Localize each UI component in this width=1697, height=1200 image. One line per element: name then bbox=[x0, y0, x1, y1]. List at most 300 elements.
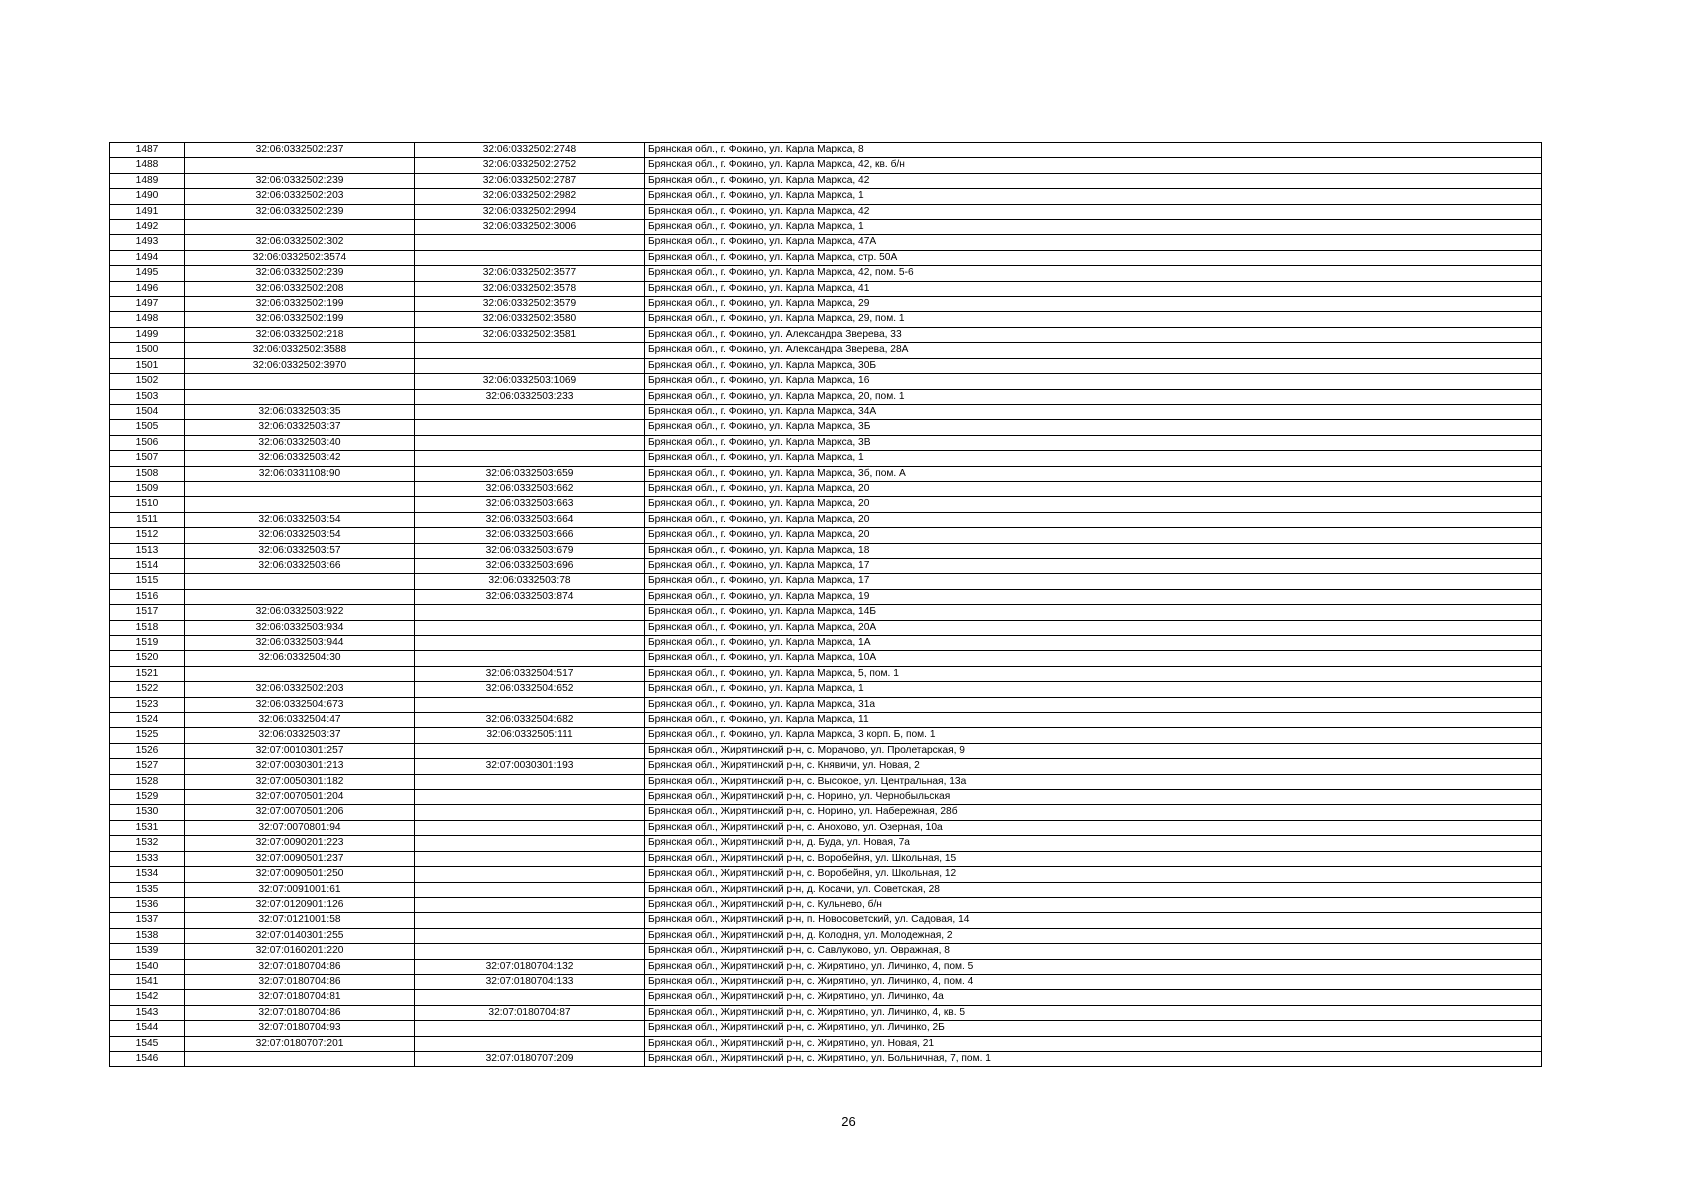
table-row bbox=[110, 851, 1542, 866]
row-number-cell: 1544 bbox=[110, 1021, 185, 1036]
row-number-cell: 1510 bbox=[110, 497, 185, 512]
row-number-cell: 1536 bbox=[110, 897, 185, 912]
cadastral-number-cell: 32:06:0332504:30 bbox=[185, 651, 415, 666]
row-number-cell: 1528 bbox=[110, 774, 185, 789]
cadastral-number-cell bbox=[185, 374, 415, 389]
row-number-cell: 1504 bbox=[110, 404, 185, 419]
table-row bbox=[110, 173, 1542, 188]
address-cell: Брянская обл., г. Фокино, ул. Карла Маркса, 1 bbox=[645, 451, 1542, 466]
address-cell: Брянская обл., г. Фокино, ул. Карла Маркса, 20 bbox=[645, 497, 1542, 512]
row-number-cell: 1534 bbox=[110, 867, 185, 882]
related-cadastral-number-cell: 32:06:0332503:1069 bbox=[415, 374, 645, 389]
row-number-cell: 1500 bbox=[110, 343, 185, 358]
address-cell: Брянская обл., Жирятинский р-н, д. Буда, ул. Новая, 7а bbox=[645, 836, 1542, 851]
cadastral-number-cell: 32:06:0331108:90 bbox=[185, 466, 415, 481]
cadastral-number-cell bbox=[185, 666, 415, 681]
table-row bbox=[110, 512, 1542, 527]
row-number-cell: 1515 bbox=[110, 574, 185, 589]
cadastral-number-cell: 32:06:0332502:239 bbox=[185, 204, 415, 219]
row-number-cell: 1531 bbox=[110, 820, 185, 835]
table-row bbox=[110, 574, 1542, 589]
related-cadastral-number-cell: 32:06:0332502:3578 bbox=[415, 281, 645, 296]
address-cell: Брянская обл., г. Фокино, ул. Карла Маркса, 18 bbox=[645, 543, 1542, 558]
cadastral-number-cell: 32:06:0332502:239 bbox=[185, 173, 415, 188]
cadastral-number-cell: 32:06:0332503:934 bbox=[185, 620, 415, 635]
row-number-cell: 1525 bbox=[110, 728, 185, 743]
row-number-cell: 1526 bbox=[110, 743, 185, 758]
cadastral-number-cell bbox=[185, 220, 415, 235]
cadastral-number-cell bbox=[185, 158, 415, 173]
table-row bbox=[110, 959, 1542, 974]
related-cadastral-number-cell: 32:06:0332504:652 bbox=[415, 682, 645, 697]
cadastral-number-cell bbox=[185, 574, 415, 589]
address-cell: Брянская обл., г. Фокино, ул. Карла Маркса, 42 bbox=[645, 204, 1542, 219]
cadastral-number-cell: 32:07:0160201:220 bbox=[185, 944, 415, 959]
related-cadastral-number-cell: 32:06:0332503:659 bbox=[415, 466, 645, 481]
cadastral-number-cell: 32:07:0120901:126 bbox=[185, 897, 415, 912]
row-number-cell: 1542 bbox=[110, 990, 185, 1005]
address-cell: Брянская обл., г. Фокино, ул. Карла Маркса, 10А bbox=[645, 651, 1542, 666]
cadastral-number-cell bbox=[185, 589, 415, 604]
address-cell: Брянская обл., г. Фокино, ул. Карла Маркса, 1 bbox=[645, 220, 1542, 235]
address-cell: Брянская обл., г. Фокино, ул. Карла Маркса, 1 bbox=[645, 189, 1542, 204]
table-row bbox=[110, 389, 1542, 404]
cadastral-number-cell: 32:06:0332502:208 bbox=[185, 281, 415, 296]
table-row bbox=[110, 281, 1542, 296]
address-cell: Брянская обл., г. Фокино, ул. Карла Маркса, 1А bbox=[645, 636, 1542, 651]
related-cadastral-number-cell bbox=[415, 435, 645, 450]
related-cadastral-number-cell: 32:06:0332503:233 bbox=[415, 389, 645, 404]
cadastral-number-cell: 32:06:0332502:199 bbox=[185, 297, 415, 312]
row-number-cell: 1487 bbox=[110, 143, 185, 158]
row-number-cell: 1537 bbox=[110, 913, 185, 928]
row-number-cell: 1512 bbox=[110, 528, 185, 543]
table-row bbox=[110, 974, 1542, 989]
address-cell: Брянская обл., Жирятинский р-н, с. Жирятино, ул. Личинко, 4а bbox=[645, 990, 1542, 1005]
address-cell: Брянская обл., г. Фокино, ул. Карла Маркса, 14Б bbox=[645, 605, 1542, 620]
table-row bbox=[110, 558, 1542, 573]
related-cadastral-number-cell bbox=[415, 636, 645, 651]
row-number-cell: 1494 bbox=[110, 250, 185, 265]
cadastral-number-cell bbox=[185, 497, 415, 512]
address-cell: Брянская обл., Жирятинский р-н, с. Жирятино, ул. Личинко, 4, пом. 5 bbox=[645, 959, 1542, 974]
table-row bbox=[110, 528, 1542, 543]
table-row bbox=[110, 374, 1542, 389]
cadastral-number-cell: 32:06:0332502:302 bbox=[185, 235, 415, 250]
row-number-cell: 1516 bbox=[110, 589, 185, 604]
cadastral-number-cell: 32:07:0050301:182 bbox=[185, 774, 415, 789]
table-row bbox=[110, 882, 1542, 897]
table-row bbox=[110, 1021, 1542, 1036]
address-cell: Брянская обл., г. Фокино, ул. Карла Маркса, 29, пом. 1 bbox=[645, 312, 1542, 327]
row-number-cell: 1496 bbox=[110, 281, 185, 296]
table-row bbox=[110, 605, 1542, 620]
table-row bbox=[110, 790, 1542, 805]
related-cadastral-number-cell: 32:07:0030301:193 bbox=[415, 759, 645, 774]
cadastral-number-cell: 32:06:0332503:54 bbox=[185, 528, 415, 543]
related-cadastral-number-cell: 32:06:0332502:2994 bbox=[415, 204, 645, 219]
address-cell: Брянская обл., Жирятинский р-н, с. Княвичи, ул. Новая, 2 bbox=[645, 759, 1542, 774]
table-row bbox=[110, 266, 1542, 281]
table-row bbox=[110, 636, 1542, 651]
row-number-cell: 1508 bbox=[110, 466, 185, 481]
table-row bbox=[110, 928, 1542, 943]
page-number: 26 bbox=[841, 1114, 856, 1129]
address-cell: Брянская обл., г. Фокино, ул. Александра Зверева, 28А bbox=[645, 343, 1542, 358]
cadastral-number-cell: 32:06:0332504:673 bbox=[185, 697, 415, 712]
row-number-cell: 1533 bbox=[110, 851, 185, 866]
row-number-cell: 1511 bbox=[110, 512, 185, 527]
related-cadastral-number-cell bbox=[415, 836, 645, 851]
related-cadastral-number-cell: 32:06:0332503:696 bbox=[415, 558, 645, 573]
related-cadastral-number-cell bbox=[415, 358, 645, 373]
address-cell: Брянская обл., Жирятинский р-н, с. Кульнево, б/н bbox=[645, 897, 1542, 912]
table-row bbox=[110, 666, 1542, 681]
related-cadastral-number-cell bbox=[415, 697, 645, 712]
row-number-cell: 1519 bbox=[110, 636, 185, 651]
table-row bbox=[110, 589, 1542, 604]
cadastral-number-cell: 32:06:0332503:57 bbox=[185, 543, 415, 558]
related-cadastral-number-cell: 32:06:0332504:682 bbox=[415, 713, 645, 728]
address-cell: Брянская обл., г. Фокино, ул. Карла Маркса, 11 bbox=[645, 713, 1542, 728]
cadastral-number-cell: 32:07:0180704:86 bbox=[185, 1005, 415, 1020]
address-cell: Брянская обл., г. Фокино, ул. Карла Маркса, 1 bbox=[645, 682, 1542, 697]
row-number-cell: 1545 bbox=[110, 1036, 185, 1051]
address-cell: Брянская обл., г. Фокино, ул. Карла Маркса, 42 bbox=[645, 173, 1542, 188]
table-row bbox=[110, 158, 1542, 173]
cadastral-number-cell: 32:06:0332503:944 bbox=[185, 636, 415, 651]
row-number-cell: 1509 bbox=[110, 481, 185, 496]
address-cell: Брянская обл., г. Фокино, ул. Карла Маркса, 20 bbox=[645, 528, 1542, 543]
cadastral-number-cell: 32:06:0332504:47 bbox=[185, 713, 415, 728]
cadastral-number-cell: 32:06:0332502:203 bbox=[185, 189, 415, 204]
address-cell: Брянская обл., г. Фокино, ул. Карла Маркса, 5, пом. 1 bbox=[645, 666, 1542, 681]
table-row bbox=[110, 297, 1542, 312]
row-number-cell: 1538 bbox=[110, 928, 185, 943]
row-number-cell: 1501 bbox=[110, 358, 185, 373]
address-cell: Брянская обл., г. Фокино, ул. Карла Маркса, 3 корп. Б, пом. 1 bbox=[645, 728, 1542, 743]
related-cadastral-number-cell bbox=[415, 913, 645, 928]
row-number-cell: 1497 bbox=[110, 297, 185, 312]
address-cell: Брянская обл., г. Фокино, ул. Карла Маркса, 42, пом. 5-6 bbox=[645, 266, 1542, 281]
row-number-cell: 1513 bbox=[110, 543, 185, 558]
cadastral-number-cell: 32:06:0332503:37 bbox=[185, 420, 415, 435]
table-row bbox=[110, 1051, 1542, 1066]
related-cadastral-number-cell bbox=[415, 250, 645, 265]
cadastral-number-cell bbox=[185, 481, 415, 496]
address-cell: Брянская обл., Жирятинский р-н, д. Косачи, ул. Советская, 28 bbox=[645, 882, 1542, 897]
cadastral-number-cell: 32:07:0070501:204 bbox=[185, 790, 415, 805]
related-cadastral-number-cell: 32:06:0332503:664 bbox=[415, 512, 645, 527]
related-cadastral-number-cell bbox=[415, 867, 645, 882]
address-cell: Брянская обл., г. Фокино, ул. Карла Маркса, 29 bbox=[645, 297, 1542, 312]
related-cadastral-number-cell bbox=[415, 451, 645, 466]
table-row bbox=[110, 466, 1542, 481]
cadastral-number-cell: 32:07:0010301:257 bbox=[185, 743, 415, 758]
address-cell: Брянская обл., Жирятинский р-н, с. Жирятино, ул. Личинко, 4, пом. 4 bbox=[645, 974, 1542, 989]
address-cell: Брянская обл., Жирятинский р-н, с. Высокое, ул. Центральная, 13а bbox=[645, 774, 1542, 789]
row-number-cell: 1506 bbox=[110, 435, 185, 450]
related-cadastral-number-cell bbox=[415, 790, 645, 805]
cadastral-number-cell: 32:06:0332502:203 bbox=[185, 682, 415, 697]
cadastral-number-cell bbox=[185, 1051, 415, 1066]
related-cadastral-number-cell: 32:07:0180704:133 bbox=[415, 974, 645, 989]
table-row bbox=[110, 1005, 1542, 1020]
cadastral-number-cell: 32:06:0332503:35 bbox=[185, 404, 415, 419]
related-cadastral-number-cell bbox=[415, 774, 645, 789]
table-row bbox=[110, 805, 1542, 820]
table-row bbox=[110, 404, 1542, 419]
table-row bbox=[110, 235, 1542, 250]
related-cadastral-number-cell: 32:06:0332503:666 bbox=[415, 528, 645, 543]
cadastral-number-cell: 32:07:0180704:93 bbox=[185, 1021, 415, 1036]
table-row bbox=[110, 990, 1542, 1005]
row-number-cell: 1529 bbox=[110, 790, 185, 805]
address-cell: Брянская обл., Жирятинский р-н, д. Колодня, ул. Молодежная, 2 bbox=[645, 928, 1542, 943]
row-number-cell: 1490 bbox=[110, 189, 185, 204]
table-row bbox=[110, 327, 1542, 342]
row-number-cell: 1492 bbox=[110, 220, 185, 235]
row-number-cell: 1499 bbox=[110, 327, 185, 342]
cadastral-number-cell: 32:07:0180707:201 bbox=[185, 1036, 415, 1051]
address-cell: Брянская обл., г. Фокино, ул. Карла Маркса, 20А bbox=[645, 620, 1542, 635]
cadastral-number-cell: 32:06:0332503:54 bbox=[185, 512, 415, 527]
cadastral-number-cell: 32:06:0332503:922 bbox=[185, 605, 415, 620]
related-cadastral-number-cell bbox=[415, 651, 645, 666]
table-row bbox=[110, 543, 1542, 558]
address-cell: Брянская обл., Жирятинский р-н, с. Морачово, ул. Пролетарская, 9 bbox=[645, 743, 1542, 758]
table-row bbox=[110, 897, 1542, 912]
table-row bbox=[110, 651, 1542, 666]
address-cell: Брянская обл., Жирятинский р-н, с. Жирятино, ул. Больничная, 7, пом. 1 bbox=[645, 1051, 1542, 1066]
related-cadastral-number-cell: 32:06:0332503:662 bbox=[415, 481, 645, 496]
address-cell: Брянская обл., Жирятинский р-н, п. Новосоветский, ул. Садовая, 14 bbox=[645, 913, 1542, 928]
address-cell: Брянская обл., г. Фокино, ул. Карла Маркса, 17 bbox=[645, 574, 1542, 589]
row-number-cell: 1518 bbox=[110, 620, 185, 635]
row-number-cell: 1507 bbox=[110, 451, 185, 466]
table-row bbox=[110, 743, 1542, 758]
table-row bbox=[110, 713, 1542, 728]
related-cadastral-number-cell: 32:06:0332503:663 bbox=[415, 497, 645, 512]
cadastral-number-cell: 32:06:0332502:237 bbox=[185, 143, 415, 158]
cadastral-number-cell: 32:06:0332502:3970 bbox=[185, 358, 415, 373]
address-cell: Брянская обл., г. Фокино, ул. Карла Маркса, 17 bbox=[645, 558, 1542, 573]
cadastral-number-cell: 32:07:0090201:223 bbox=[185, 836, 415, 851]
cadastral-number-cell: 32:06:0332502:3588 bbox=[185, 343, 415, 358]
address-cell: Брянская обл., г. Фокино, ул. Карла Маркса, 8 bbox=[645, 143, 1542, 158]
cadastral-number-cell: 32:07:0090501:250 bbox=[185, 867, 415, 882]
address-cell: Брянская обл., г. Фокино, ул. Карла Маркса, 42, кв. б/н bbox=[645, 158, 1542, 173]
row-number-cell: 1540 bbox=[110, 959, 185, 974]
row-number-cell: 1523 bbox=[110, 697, 185, 712]
cadastral-number-cell: 32:07:0140301:255 bbox=[185, 928, 415, 943]
table-row bbox=[110, 358, 1542, 373]
row-number-cell: 1546 bbox=[110, 1051, 185, 1066]
related-cadastral-number-cell bbox=[415, 928, 645, 943]
row-number-cell: 1502 bbox=[110, 374, 185, 389]
related-cadastral-number-cell bbox=[415, 820, 645, 835]
related-cadastral-number-cell: 32:07:0180704:132 bbox=[415, 959, 645, 974]
address-cell: Брянская обл., Жирятинский р-н, с. Савлуково, ул. Овражная, 8 bbox=[645, 944, 1542, 959]
address-cell: Брянская обл., г. Фокино, ул. Карла Маркса, 19 bbox=[645, 589, 1542, 604]
related-cadastral-number-cell bbox=[415, 620, 645, 635]
cadastral-number-cell: 32:07:0180704:81 bbox=[185, 990, 415, 1005]
related-cadastral-number-cell bbox=[415, 882, 645, 897]
cadastral-number-cell: 32:06:0332503:66 bbox=[185, 558, 415, 573]
related-cadastral-number-cell bbox=[415, 404, 645, 419]
address-cell: Брянская обл., Жирятинский р-н, с. Анохово, ул. Озерная, 10а bbox=[645, 820, 1542, 835]
address-cell: Брянская обл., г. Фокино, ул. Карла Маркса, 20 bbox=[645, 481, 1542, 496]
related-cadastral-number-cell: 32:06:0332502:3577 bbox=[415, 266, 645, 281]
row-number-cell: 1514 bbox=[110, 558, 185, 573]
related-cadastral-number-cell bbox=[415, 805, 645, 820]
address-cell: Брянская обл., Жирятинский р-н, с. Жирятино, ул. Новая, 21 bbox=[645, 1036, 1542, 1051]
row-number-cell: 1530 bbox=[110, 805, 185, 820]
address-cell: Брянская обл., г. Фокино, ул. Карла Маркса, 20 bbox=[645, 512, 1542, 527]
address-cell: Брянская обл., г. Фокино, ул. Карла Маркса, стр. 50А bbox=[645, 250, 1542, 265]
cadastral-number-cell: 32:06:0332502:199 bbox=[185, 312, 415, 327]
table-row bbox=[110, 220, 1542, 235]
cadastral-number-cell: 32:06:0332503:37 bbox=[185, 728, 415, 743]
cadastral-number-cell: 32:07:0030301:213 bbox=[185, 759, 415, 774]
related-cadastral-number-cell bbox=[415, 343, 645, 358]
row-number-cell: 1495 bbox=[110, 266, 185, 281]
table-row bbox=[110, 435, 1542, 450]
row-number-cell: 1539 bbox=[110, 944, 185, 959]
cadastral-number-cell: 32:07:0070501:206 bbox=[185, 805, 415, 820]
table-row bbox=[110, 836, 1542, 851]
related-cadastral-number-cell: 32:06:0332502:3580 bbox=[415, 312, 645, 327]
table-row bbox=[110, 481, 1542, 496]
address-cell: Брянская обл., г. Фокино, ул. Карла Маркса, 16 bbox=[645, 374, 1542, 389]
address-cell: Брянская обл., Жирятинский р-н, с. Жирятино, ул. Личинко, 2Б bbox=[645, 1021, 1542, 1036]
related-cadastral-number-cell: 32:06:0332502:2752 bbox=[415, 158, 645, 173]
related-cadastral-number-cell bbox=[415, 743, 645, 758]
table-row bbox=[110, 189, 1542, 204]
address-cell: Брянская обл., г. Фокино, ул. Карла Маркса, 41 bbox=[645, 281, 1542, 296]
related-cadastral-number-cell: 32:06:0332502:2787 bbox=[415, 173, 645, 188]
address-cell: Брянская обл., Жирятинский р-н, с. Жирятино, ул. Личинко, 4, кв. 5 bbox=[645, 1005, 1542, 1020]
row-number-cell: 1517 bbox=[110, 605, 185, 620]
table-row bbox=[110, 867, 1542, 882]
table-row bbox=[110, 343, 1542, 358]
table-row bbox=[110, 204, 1542, 219]
row-number-cell: 1527 bbox=[110, 759, 185, 774]
row-number-cell: 1498 bbox=[110, 312, 185, 327]
address-cell: Брянская обл., г. Фокино, ул. Карла Маркса, 3б, пом. А bbox=[645, 466, 1542, 481]
address-cell: Брянская обл., Жирятинский р-н, с. Воробейня, ул. Школьная, 15 bbox=[645, 851, 1542, 866]
table-row bbox=[110, 820, 1542, 835]
related-cadastral-number-cell bbox=[415, 605, 645, 620]
related-cadastral-number-cell bbox=[415, 1021, 645, 1036]
row-number-cell: 1532 bbox=[110, 836, 185, 851]
cadastral-number-cell: 32:07:0070801:94 bbox=[185, 820, 415, 835]
cadastral-number-cell bbox=[185, 389, 415, 404]
cadastral-number-cell: 32:07:0090501:237 bbox=[185, 851, 415, 866]
row-number-cell: 1493 bbox=[110, 235, 185, 250]
row-number-cell: 1535 bbox=[110, 882, 185, 897]
address-cell: Брянская обл., г. Фокино, ул. Карла Маркса, 20, пом. 1 bbox=[645, 389, 1542, 404]
table-row bbox=[110, 312, 1542, 327]
row-number-cell: 1524 bbox=[110, 713, 185, 728]
table-body bbox=[110, 143, 1542, 1067]
related-cadastral-number-cell: 32:07:0180707:209 bbox=[415, 1051, 645, 1066]
table-row bbox=[110, 143, 1542, 158]
cadastral-number-cell: 32:06:0332503:40 bbox=[185, 435, 415, 450]
row-number-cell: 1541 bbox=[110, 974, 185, 989]
related-cadastral-number-cell bbox=[415, 235, 645, 250]
row-number-cell: 1488 bbox=[110, 158, 185, 173]
cadastral-number-cell: 32:06:0332502:218 bbox=[185, 327, 415, 342]
row-number-cell: 1522 bbox=[110, 682, 185, 697]
related-cadastral-number-cell: 32:06:0332502:2982 bbox=[415, 189, 645, 204]
cadastral-number-cell: 32:07:0180704:86 bbox=[185, 959, 415, 974]
row-number-cell: 1543 bbox=[110, 1005, 185, 1020]
table-row bbox=[110, 913, 1542, 928]
related-cadastral-number-cell: 32:06:0332503:679 bbox=[415, 543, 645, 558]
related-cadastral-number-cell: 32:06:0332502:3581 bbox=[415, 327, 645, 342]
table-row bbox=[110, 728, 1542, 743]
related-cadastral-number-cell: 32:06:0332503:78 bbox=[415, 574, 645, 589]
address-cell: Брянская обл., Жирятинский р-н, с. Норино, ул. Набережная, 28б bbox=[645, 805, 1542, 820]
address-cell: Брянская обл., г. Фокино, ул. Карла Маркса, 31а bbox=[645, 697, 1542, 712]
table-row bbox=[110, 451, 1542, 466]
address-cell: Брянская обл., г. Фокино, ул. Карла Маркса, 3В bbox=[645, 435, 1542, 450]
address-cell: Брянская обл., г. Фокино, ул. Карла Маркса, 3Б bbox=[645, 420, 1542, 435]
address-cell: Брянская обл., г. Фокино, ул. Карла Маркса, 30Б bbox=[645, 358, 1542, 373]
table-row bbox=[110, 497, 1542, 512]
related-cadastral-number-cell: 32:06:0332504:517 bbox=[415, 666, 645, 681]
related-cadastral-number-cell bbox=[415, 897, 645, 912]
table-row bbox=[110, 774, 1542, 789]
cadastral-number-cell: 32:06:0332502:3574 bbox=[185, 250, 415, 265]
table-row bbox=[110, 1036, 1542, 1051]
related-cadastral-number-cell bbox=[415, 944, 645, 959]
related-cadastral-number-cell bbox=[415, 420, 645, 435]
related-cadastral-number-cell: 32:06:0332502:3579 bbox=[415, 297, 645, 312]
table-row bbox=[110, 420, 1542, 435]
row-number-cell: 1520 bbox=[110, 651, 185, 666]
table-row bbox=[110, 682, 1542, 697]
cadastral-number-cell: 32:07:0180704:86 bbox=[185, 974, 415, 989]
row-number-cell: 1503 bbox=[110, 389, 185, 404]
row-number-cell: 1489 bbox=[110, 173, 185, 188]
related-cadastral-number-cell bbox=[415, 990, 645, 1005]
related-cadastral-number-cell: 32:06:0332503:874 bbox=[415, 589, 645, 604]
row-number-cell: 1521 bbox=[110, 666, 185, 681]
table-row bbox=[110, 759, 1542, 774]
cadastral-number-cell: 32:06:0332502:239 bbox=[185, 266, 415, 281]
cadastral-number-cell: 32:07:0091001:61 bbox=[185, 882, 415, 897]
table-row bbox=[110, 620, 1542, 635]
address-cell: Брянская обл., г. Фокино, ул. Александра Зверева, 33 bbox=[645, 327, 1542, 342]
related-cadastral-number-cell: 32:06:0332505:111 bbox=[415, 728, 645, 743]
table-row bbox=[110, 697, 1542, 712]
row-number-cell: 1505 bbox=[110, 420, 185, 435]
related-cadastral-number-cell: 32:06:0332502:3006 bbox=[415, 220, 645, 235]
address-cell: Брянская обл., Жирятинский р-н, с. Воробейня, ул. Школьная, 12 bbox=[645, 867, 1542, 882]
address-cell: Брянская обл., г. Фокино, ул. Карла Маркса, 47А bbox=[645, 235, 1542, 250]
cadastral-table bbox=[109, 142, 1542, 1067]
cadastral-number-cell: 32:06:0332503:42 bbox=[185, 451, 415, 466]
table-row bbox=[110, 250, 1542, 265]
address-cell: Брянская обл., г. Фокино, ул. Карла Маркса, 34А bbox=[645, 404, 1542, 419]
row-number-cell: 1491 bbox=[110, 204, 185, 219]
related-cadastral-number-cell: 32:07:0180704:87 bbox=[415, 1005, 645, 1020]
related-cadastral-number-cell: 32:06:0332502:2748 bbox=[415, 143, 645, 158]
related-cadastral-number-cell bbox=[415, 851, 645, 866]
table-row bbox=[110, 944, 1542, 959]
